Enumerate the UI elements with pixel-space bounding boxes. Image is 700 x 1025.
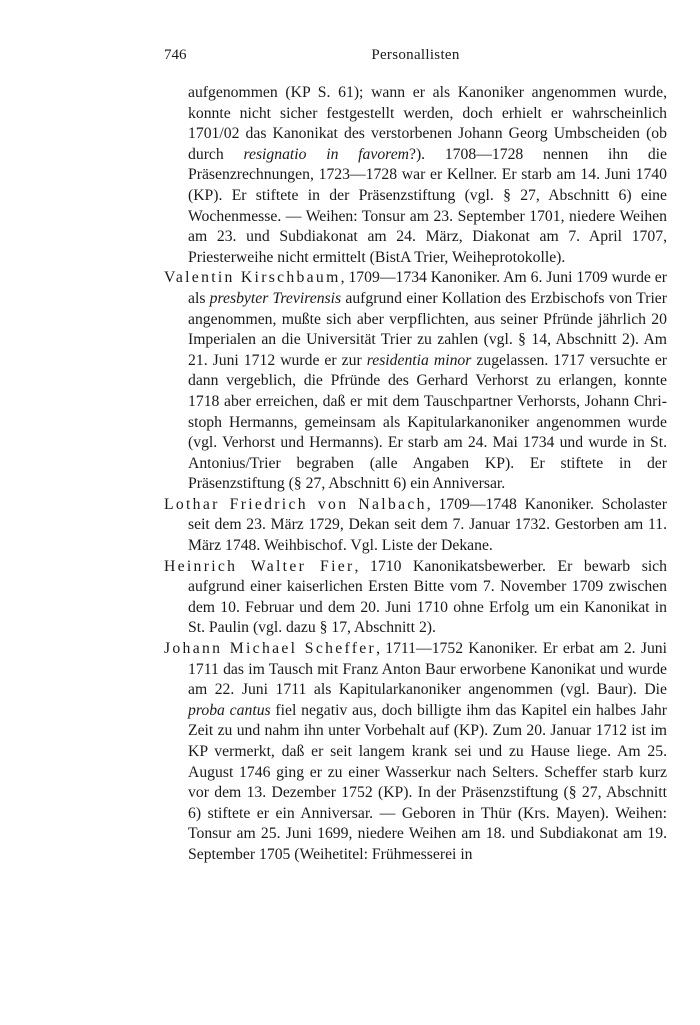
person-entry bbox=[164, 557, 667, 639]
text-segment: fiel negativ aus, doch billigte ihm das Kapitel ein halbes Jahr Zeit zu und nahm ihn unter Vorbehalt auf (KP). Zum 20. Januar 1712 ist im KP vermerkt, daß er seit langem krank sei und zu Hause liege. Am 25. August 1746 ging er zu einer Wasserkur nach Selters. Scheffer starb kurz vor dem 13. Dezember 1752 (KP). In der Präsenzstiftung (§ 27, Abschnitt 6) stiftete er ein Anniversar. — Geboren in Thür (Krs. Mayen). Weihen: Tonsur am 25. Juni 1699, niedere Weihen am 18. und Subdiakonat am 19. September 1705 (Weihetitel: Frühmesserei in bbox=[188, 701, 667, 863]
text-segment: , 1709—1734 Kanoniker. Am 6. Juni 1709 wurde er als bbox=[188, 269, 667, 307]
person-entry bbox=[164, 495, 667, 557]
latin-term: proba cantus bbox=[188, 701, 271, 719]
person-name: Lothar Friedrich von Nalbach bbox=[164, 495, 427, 513]
latin-term: residentia minor bbox=[366, 351, 472, 369]
text-segment: , 1709—1748 Kanoniker. Scholaster seit dem 23. März 1729, Dekan seit dem 7. Januar 1732. Gestorben am 11. März 1748. Weihbischof. Vgl. Liste der Dekane. bbox=[188, 495, 667, 555]
header-title: Personallisten bbox=[371, 47, 460, 63]
person-entry bbox=[164, 268, 667, 495]
entry-text bbox=[188, 84, 667, 266]
latin-term: resignatio in favorem bbox=[243, 145, 409, 163]
person-name: Valentin Kirschbaum bbox=[164, 269, 341, 287]
entry-text bbox=[188, 269, 667, 492]
latin-term: presbyter Trevirensis bbox=[209, 289, 342, 307]
entry-continuation bbox=[164, 83, 667, 268]
person-name: Johann Michael Scheffer bbox=[164, 640, 377, 658]
text-segment: , 1710 Kanonikatsbewerber. Er bewarb sich aufgrund einer kaiserlichen Ersten Bitte vom 7. November 1709 zwischen dem 10. Februar und dem 20. Juni 1710 ohne Erfolg um ein Kanonikat in St. Paulin (vgl. dazu § 17, Abschnitt 2). bbox=[188, 557, 667, 637]
entry-text bbox=[188, 640, 667, 863]
text-segment: aufgrund einer Kollation des Erzbischofs von Trier angenommen, mußte sich aber verpflichten, aus seiner Pfründe jährlich 20 Imperialen an die Universität Trier zu zahlen (vgl. § 14, Abschnitt 2). Am 21. Juni 1712 wurde er zur bbox=[188, 289, 667, 369]
running-head bbox=[164, 45, 667, 65]
page-number: 746 bbox=[164, 47, 187, 63]
text-block bbox=[164, 83, 667, 866]
person-name: Heinrich Walter Fier bbox=[164, 557, 355, 575]
text-segment: , 1711—1752 Kanoniker. Er erbat am 2. Juni 1711 das im Tausch mit Franz Anton Baur erworbene Kanonikat und wurde am 22. Juni 1711 als Kapitularkanoniker angenommen (vgl. Baur). Die bbox=[188, 640, 667, 699]
text-segment: ?). 1708—1728 nennen ihn die Präsenzrechnungen, 1723—1728 war er Kellner. Er starb am 14. Juni 1740 (KP). Er stiftete in der Präsenzstiftung (vgl. § 27, Abschnitt 6) eine Wochenmesse. — Weihen: Tonsur am 23. September 1701, niedere Weihen am 23. und Subdiakonat am 24. März, Diakonat am 7. April 1707, Priesterweihe nicht ermittelt (BistA Trier, Weiheprotokolle). bbox=[188, 145, 667, 266]
person-entry bbox=[164, 639, 667, 866]
text-segment: zugelassen. 1717 versuchte er dann vergeblich, die Pfründe des Gerhard Verhorst zu erlangen, konnte 1718 aber erreichen, daß er mit dem Tauschpartner Verhorsts, Johann Christoph Hermanns, gemeinsam als Kapitularkanoniker angenommen wurde (vgl. Verhorst und Hermanns). Er starb am 24. Mai 1734 und wurde in St. Antonius/Trier begraben (alle Angaben KP). Er stiftete in der Präsenzstiftung (§ 27, Abschnitt 6) ein Anniversar. bbox=[188, 351, 668, 493]
text-segment: aufgenommen (KP S. 61); wann er als Kanoniker angenommen wurde, konnte nicht sicher festgestellt werden, doch erhielt er wahrscheinlich 1701/02 das Kanonikat des verstorbenen Johann Georg Umbscheiden (ob durch bbox=[188, 84, 667, 163]
